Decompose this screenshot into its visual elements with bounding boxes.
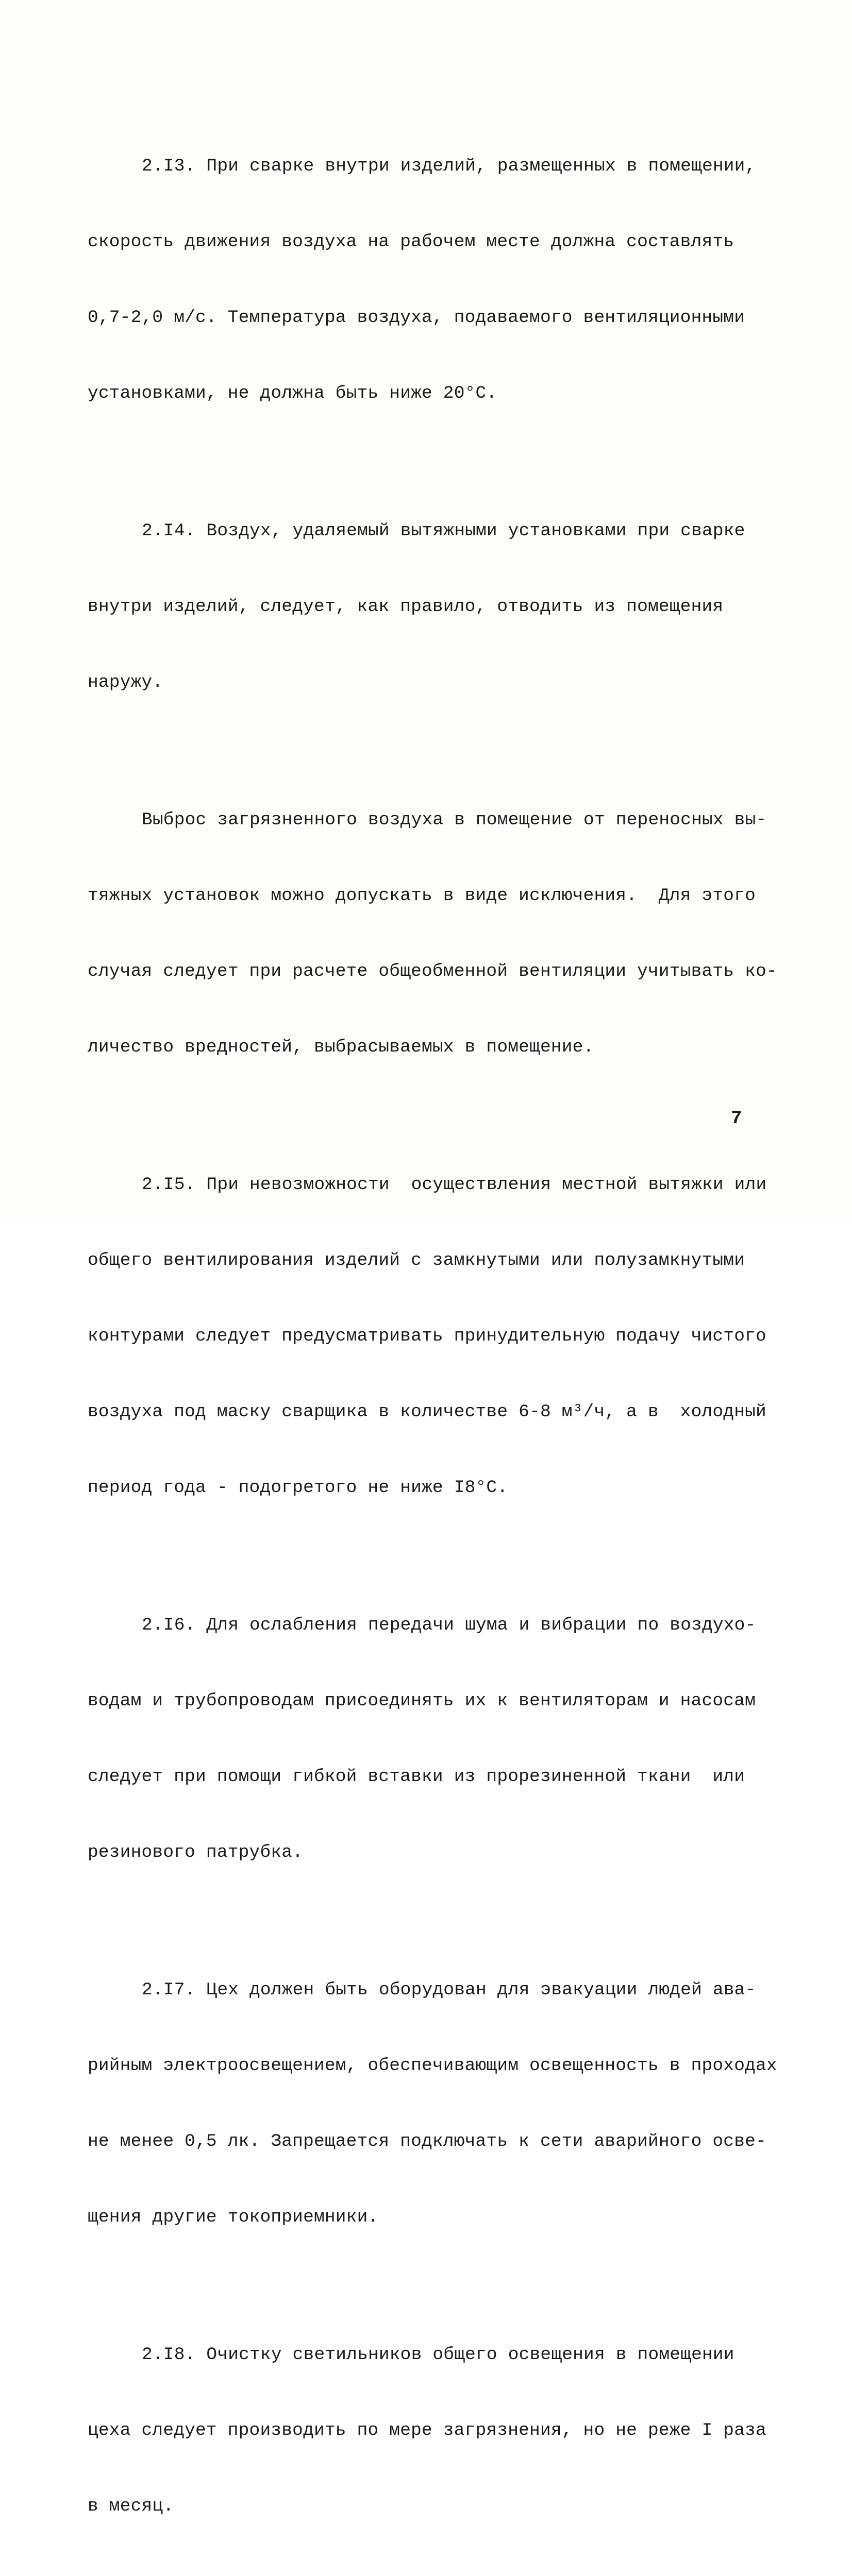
text-line: 2.I4. Воздух, удаляемый вытяжными установками при сварке xyxy=(142,521,745,541)
text-line: следует при помощи гибкой вставки из прорезиненной ткани или xyxy=(88,1767,745,1787)
text-line: рийным электроосвещением, обеспечивающим освещенность в проходах xyxy=(88,2056,777,2076)
text-line: тяжных установок можно допускать в виде исключения. Для этого xyxy=(88,886,756,906)
paragraph-2-15 xyxy=(88,1122,767,1551)
text-line: личество вредностей, выбрасываемых в помещение. xyxy=(88,1037,594,1057)
paragraph-2-17 xyxy=(88,1927,777,2280)
paragraph-2-14-continued xyxy=(88,757,777,1110)
paragraph-2-14 xyxy=(88,468,750,745)
text-line: Выброс загрязненного воздуха в помещение от переносных вы- xyxy=(142,810,767,830)
text-line: случая следует при расчете общеобменной вентиляции учитывать ко- xyxy=(88,961,777,981)
text-line: период года - подогретого не ниже I8°С. xyxy=(88,1478,508,1498)
text-line: внутри изделий, следует, как правило, отводить из помещения xyxy=(88,597,724,617)
paragraph-2-13 xyxy=(88,103,756,456)
text-line: цеха следует производить по мере загрязнения, но не реже I раза xyxy=(88,2420,766,2441)
text-line: не менее 0,5 лк. Запрещается подключать к сети аварийного осве- xyxy=(88,2131,766,2151)
text-line: резинового патрубка. xyxy=(88,1842,304,1862)
paragraph-2-16 xyxy=(88,1562,756,1916)
text-line: 2.I8. Очистку светильников общего освещения в помещении xyxy=(142,2345,734,2365)
page-number: 7 xyxy=(731,1108,742,1129)
text-line: воздуха под маску сварщика в количестве 6-8 м³/ч, а в холодный xyxy=(88,1402,766,1422)
text-line: 2.I6. Для ослабления передачи шума и вибрации по воздухо- xyxy=(142,1615,756,1635)
text-line: скорость движения воздуха на рабочем месте должна составлять xyxy=(88,232,734,252)
text-line: 0,7-2,0 м/с. Температура воздуха, подаваемого вентиляционными xyxy=(88,308,745,328)
text-line: в месяц. xyxy=(88,2496,174,2516)
text-line: контурами следует предусматривать принудительную подачу чистого xyxy=(88,1326,766,1346)
text-line: установками, не должна быть ниже 20°С. xyxy=(88,383,497,403)
text-line: 2.I3. При сварке внутри изделий, размещенных в помещении, xyxy=(142,156,756,176)
text-line: щения другие токоприемники. xyxy=(88,2207,379,2227)
text-line: 2.I7. Цех должен быть оборудован для эвакуации людей ава- xyxy=(142,1980,756,2000)
paragraph-2-18 xyxy=(88,2292,766,2569)
document-body xyxy=(88,103,777,2576)
text-line: 2.I5. При невозможности осуществления местной вытяжки или xyxy=(142,1175,767,1195)
text-line: наружу. xyxy=(88,672,163,692)
text-line: водам и трубопроводам присоединять их к вентиляторам и насосам xyxy=(88,1691,756,1711)
text-line: общего вентилирования изделий с замкнутыми или полузамкнутыми xyxy=(88,1250,745,1270)
